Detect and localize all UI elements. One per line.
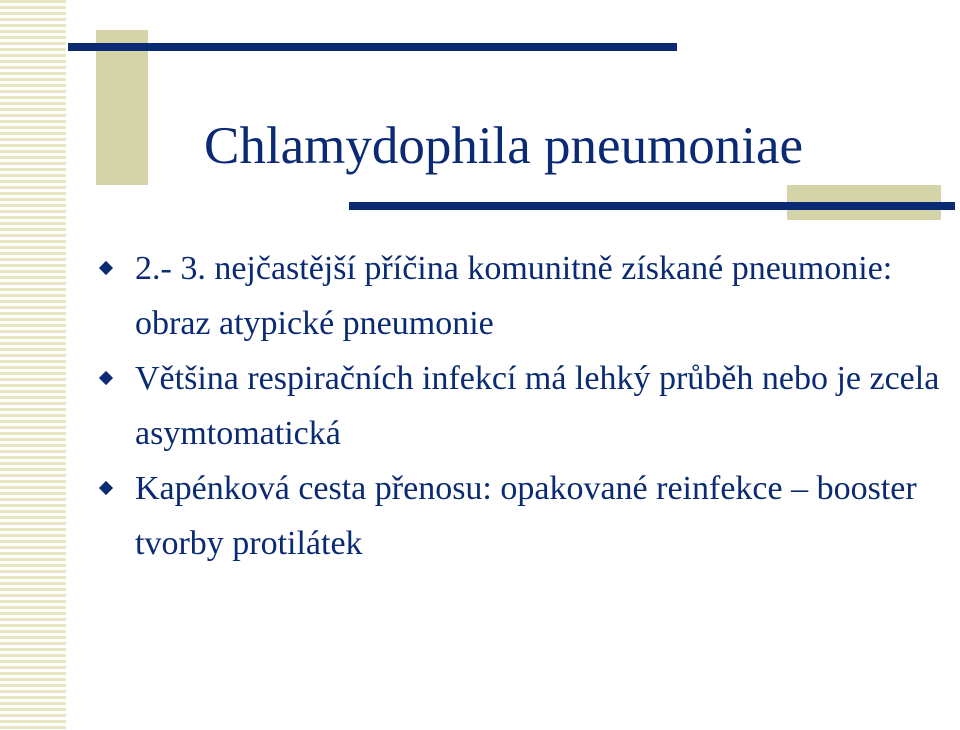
slide-title: Chlamydophila pneumoniae — [204, 117, 804, 175]
bullet-item — [98, 241, 948, 351]
diamond-bullet-icon — [99, 371, 113, 385]
top-accent-bar — [68, 43, 677, 51]
bullet-list — [98, 241, 948, 571]
bullet-text: Kapénková cesta přenosu: opakované reinfekce – booster tvorby protilátek — [135, 470, 917, 562]
diamond-bullet-icon — [99, 481, 113, 495]
bullet-item — [98, 461, 948, 571]
bullet-text: 2.- 3. nejčastější příčina komunitně získané pneumonie: obraz atypické pneumonie — [135, 250, 893, 342]
bullet-text: Většina respiračních infekcí má lehký průběh nebo je zcela asymtomatická — [135, 360, 940, 452]
bottom-accent-bar — [349, 202, 955, 210]
bullet-item — [98, 351, 948, 461]
top-accent-block — [96, 30, 148, 185]
left-stripe-decoration — [0, 0, 66, 730]
diamond-bullet-icon — [99, 261, 113, 275]
